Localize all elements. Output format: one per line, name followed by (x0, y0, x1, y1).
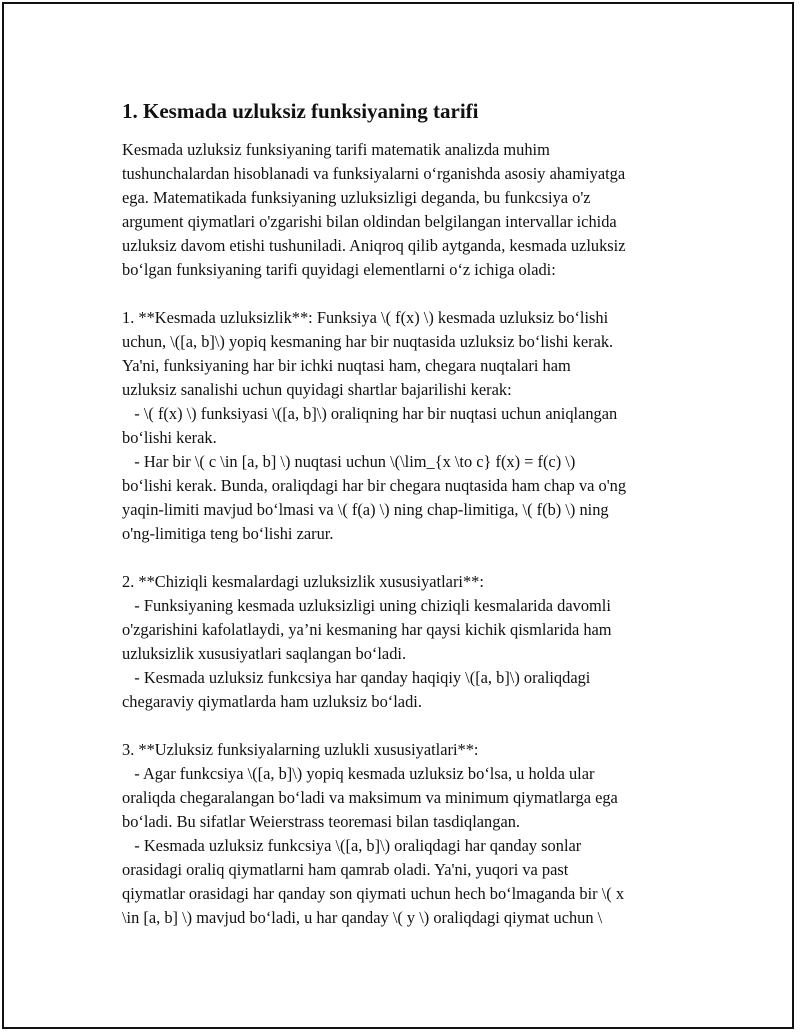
paragraph-gap (122, 282, 692, 306)
paragraph-gap (122, 714, 692, 738)
text-line: chegaraviy qiymatlarda ham uzluksiz bo‘ladi. (122, 692, 422, 711)
document-page (2, 2, 794, 1029)
section-3 (122, 738, 692, 930)
intro-paragraph (122, 138, 692, 282)
text-line: - Agar funkcsiya \([a, b]\) yopiq kesmada uzluksiz bo‘lsa, u holda ular (122, 764, 595, 783)
text-line: qiymatlar orasidagi har qanday son qiymati uchun hech bo‘lmaganda bir \( x (122, 884, 625, 903)
text-line: bo‘lishi kerak. Bunda, oraliqdagi har bir chegara nuqtasida ham chap va o'ng (122, 476, 627, 495)
text-line: 3. **Uzluksiz funksiyalarning uzlukli xususiyatlari**: (122, 740, 479, 759)
document-content (122, 98, 692, 930)
text-line: 2. **Chiziqli kesmalardagi uzluksizlik xususiyatlari**: (122, 572, 484, 591)
text-line: - \( f(x) \) funksiyasi \([a, b]\) oraliqning har bir nuqtasi uchun aniqlangan (122, 404, 618, 423)
text-line: oraliqda chegaralangan bo‘ladi va maksimum va minimum qiymatlarga ega (122, 788, 618, 807)
text-line: Kesmada uzluksiz funksiyaning tarifi matematik analizda muhim (122, 140, 550, 159)
text-line: - Har bir \( c \in [a, b] \) nuqtasi uchun \(\lim_{x \to c} f(x) = f(c) \) (122, 452, 576, 471)
section-2 (122, 570, 692, 714)
text-line: tushunchalardan hisoblanadi va funksiyalarni o‘rganishda asosiy ahamiyatga (122, 164, 626, 183)
text-line: uzluksizlik xususiyatlari saqlangan bo‘ladi. (122, 644, 407, 663)
text-line: argument qiymatlari o'zgarishi bilan oldindan belgilangan intervallar ichida (122, 212, 617, 231)
text-line: bo‘lgan funksiyaning tarifi quyidagi elementlarni o‘z ichiga oladi: (122, 260, 556, 279)
text-line: Ya'ni, funksiyaning har bir ichki nuqtasi ham, chegara nuqtalari ham (122, 356, 571, 375)
text-line: uchun, \([a, b]\) yopiq kesmaning har bir nuqtasida uzluksiz bo‘lishi kerak. (122, 332, 614, 351)
text-line: - Kesmada uzluksiz funkcsiya har qanday haqiqiy \([a, b]\) oraliqdagi (122, 668, 591, 687)
text-line: ega. Matematikada funksiyaning uzluksizligi deganda, bu funkcsiya o'z (122, 188, 591, 207)
text-line: - Kesmada uzluksiz funkcsiya \([a, b]\) oraliqdagi har qanday sonlar (122, 836, 582, 855)
section-1 (122, 306, 692, 546)
paragraph-gap (122, 546, 692, 570)
text-line: bo‘ladi. Bu sifatlar Weierstrass teoremasi bilan tasdiqlangan. (122, 812, 521, 831)
text-line: 1. **Kesmada uzluksizlik**: Funksiya \( f(x) \) kesmada uzluksiz bo‘lishi (122, 308, 609, 327)
text-line: uzluksiz sanalishi uchun quyidagi shartlar bajarilishi kerak: (122, 380, 512, 399)
text-line: yaqin-limiti mavjud bo‘lmasi va \( f(a) \) ning chap-limitiga, \( f(b) \) ning (122, 500, 609, 519)
text-line: orasidagi oraliq qiymatlarni ham qamrab oladi. Ya'ni, yuqori va past (122, 860, 569, 879)
text-line: bo‘lishi kerak. (122, 428, 217, 447)
text-line: \in [a, b] \) mavjud bo‘ladi, u har qanday \( y \) oraliqdagi qiymat uchun \ (122, 908, 603, 927)
text-line: o'zgarishini kafolatlaydi, ya’ni kesmaning har qaysi kichik qismlarida ham (122, 620, 612, 639)
text-line: - Funksiyaning kesmada uzluksizligi uning chiziqli kesmalarida davomli (122, 596, 611, 615)
text-line: o'ng-limitiga teng bo‘lishi zarur. (122, 524, 334, 543)
text-line: uzluksiz davom etishi tushuniladi. Aniqroq qilib aytganda, kesmada uzluksiz (122, 236, 626, 255)
section-heading: 1. Kesmada uzluksiz funksiyaning tarifi (122, 99, 479, 123)
